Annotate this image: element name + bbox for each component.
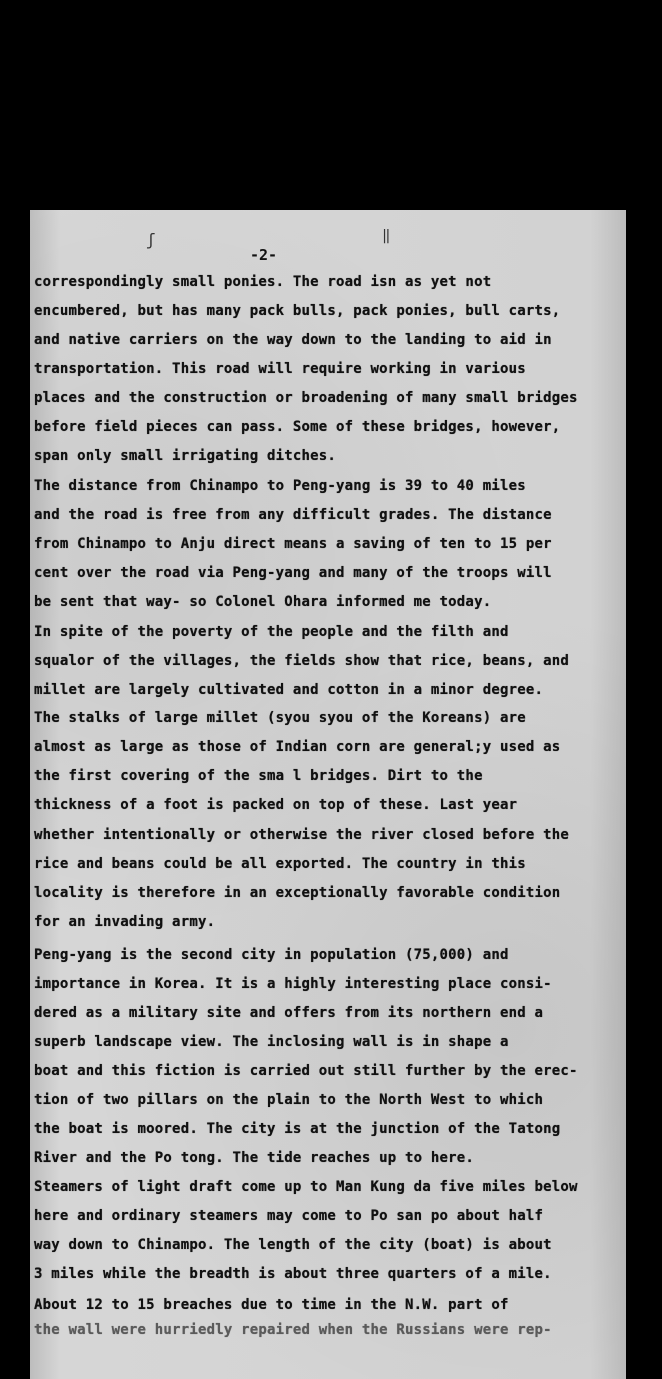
text-line: the first covering of the sma l bridges. Dirt to the bbox=[34, 768, 483, 784]
text-line: be sent that way- so Colonel Ohara informed me today. bbox=[34, 594, 492, 610]
pencil-mark: ʃ bbox=[146, 230, 156, 249]
text-line: and the road is free from any difficult grades. The distance bbox=[34, 507, 552, 523]
text-line: 3 miles while the breadth is about three quarters of a mile. bbox=[34, 1266, 552, 1282]
text-line: locality is therefore in an exceptionally favorable condition bbox=[34, 885, 561, 901]
text-line: The stalks of large millet (syou syou of the Koreans) are bbox=[34, 710, 526, 726]
text-line: almost as large as those of Indian corn are general;y used as bbox=[34, 739, 561, 755]
text-line: transportation. This road will require working in various bbox=[34, 361, 526, 377]
text-line: span only small irrigating ditches. bbox=[34, 448, 337, 464]
text-line: the boat is moored. The city is at the junction of the Tatong bbox=[34, 1121, 561, 1137]
text-line: places and the construction or broadening of many small bridges bbox=[34, 390, 578, 406]
text-line: cent over the road via Peng-yang and many of the troops will bbox=[34, 565, 552, 581]
text-line: before field pieces can pass. Some of these bridges, however, bbox=[34, 419, 561, 435]
text-line: Steamers of light draft come up to Man Kung da five miles below bbox=[34, 1179, 578, 1195]
text-line-cut: the wall were hurriedly repaired when the Russians were rep- bbox=[34, 1322, 552, 1338]
text-line: In spite of the poverty of the people and the filth and bbox=[34, 624, 509, 640]
text-line: thickness of a foot is packed on top of these. Last year bbox=[34, 797, 518, 813]
text-line: squalor of the villages, the fields show that rice, beans, and bbox=[34, 653, 569, 669]
text-line: correspondingly small ponies. The road isn as yet not bbox=[34, 274, 492, 290]
text-line: here and ordinary steamers may come to Po san po about half bbox=[34, 1208, 544, 1224]
text-line: way down to Chinampo. The length of the city (boat) is about bbox=[34, 1237, 552, 1253]
text-line: dered as a military site and offers from its northern end a bbox=[34, 1005, 544, 1021]
text-line: millet are largely cultivated and cotton in a minor degree. bbox=[34, 682, 544, 698]
text-line: tion of two pillars on the plain to the North West to which bbox=[34, 1092, 544, 1108]
text-line: River and the Po tong. The tide reaches up to here. bbox=[34, 1150, 475, 1166]
page-number: -2- bbox=[250, 246, 278, 264]
text-line: importance in Korea. It is a highly interesting place consi- bbox=[34, 976, 552, 992]
document-page bbox=[30, 210, 626, 1379]
text-line: rice and beans could be all exported. The country in this bbox=[34, 856, 526, 872]
text-line: boat and this fiction is carried out still further by the erec- bbox=[34, 1063, 578, 1079]
text-line: encumbered, but has many pack bulls, pack ponies, bull carts, bbox=[34, 303, 561, 319]
text-line: whether intentionally or otherwise the river closed before the bbox=[34, 827, 569, 843]
text-line: The distance from Chinampo to Peng-yang is 39 to 40 miles bbox=[34, 478, 526, 494]
text-line: Peng-yang is the second city in population (75,000) and bbox=[34, 947, 509, 963]
text-line: from Chinampo to Anju direct means a saving of ten to 15 per bbox=[34, 536, 552, 552]
ink-mark: ‖ bbox=[382, 228, 391, 244]
text-line: About 12 to 15 breaches due to time in the N.W. part of bbox=[34, 1297, 509, 1313]
text-line: and native carriers on the way down to the landing to aid in bbox=[34, 332, 552, 348]
text-line: for an invading army. bbox=[34, 914, 216, 930]
text-line: superb landscape view. The inclosing wall is in shape a bbox=[34, 1034, 509, 1050]
